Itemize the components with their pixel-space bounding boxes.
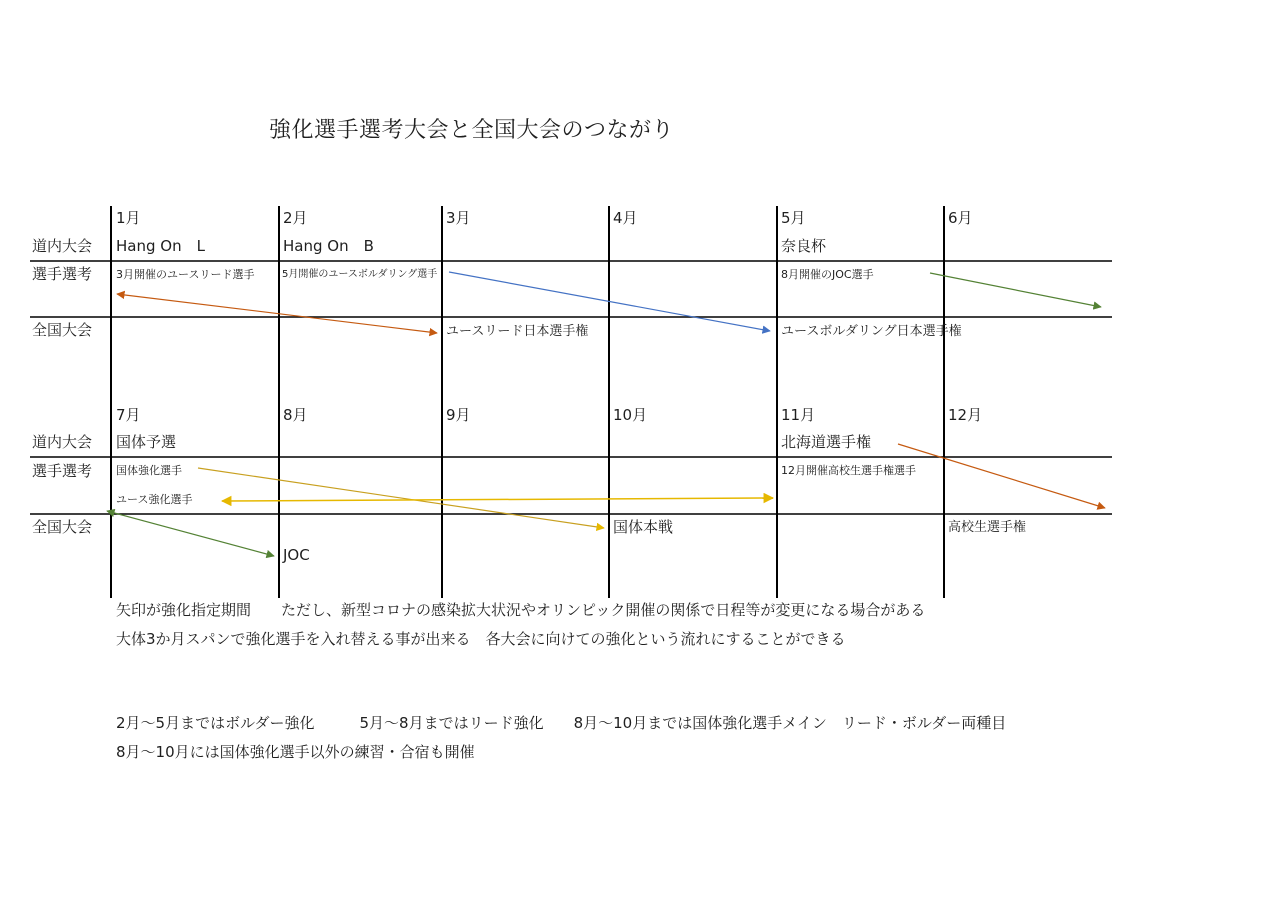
note-line: 8月～10月には国体強化選手以外の練習・合宿も開催 bbox=[116, 743, 475, 761]
selection-youth-lead: 3月開催のユースリード選手 bbox=[116, 268, 255, 281]
selection-joc: 8月開催のJOC選手 bbox=[781, 268, 874, 281]
event-hang-on-l: Hang On L bbox=[116, 237, 205, 255]
row-label-selection: 選手選考 bbox=[32, 265, 93, 283]
note-line: 矢印が強化指定期間 ただし、新型コロナの感染拡大状況やオリンピック開催の関係で日程等が変更になる場合がある bbox=[116, 601, 926, 619]
note-line: 大体3か月スパンで強化選手を入れ替える事が出来る 各大会に向けての強化という流れにすることができる bbox=[116, 630, 846, 648]
month-label: 2月 bbox=[283, 209, 308, 227]
arrow-joc-selection bbox=[930, 273, 1101, 307]
month-label: 10月 bbox=[613, 406, 648, 424]
selection-youth-boulder: 5月開催のユースボルダリング選手 bbox=[282, 269, 438, 280]
arrow-joc bbox=[107, 511, 274, 556]
row-label-local: 道内大会 bbox=[32, 433, 93, 451]
month-label: 1月 bbox=[116, 209, 141, 227]
arrow-high-school bbox=[898, 444, 1105, 508]
arrow-kokutai bbox=[198, 468, 604, 528]
row-label-national: 全国大会 bbox=[32, 518, 93, 536]
row-label-national: 全国大会 bbox=[32, 321, 93, 339]
note-line: 2月～5月まではボルダー強化 5月～8月まではリード強化 8月～10月までは国体強化選手メイン リード・ボルダー両種目 bbox=[116, 714, 1007, 732]
arrow-youth-strengthen bbox=[222, 498, 773, 501]
event-hang-on-b: Hang On B bbox=[283, 237, 374, 255]
national-youth-boulder: ユースボルダリング日本選手権 bbox=[781, 324, 962, 339]
page-title: 強化選手選考大会と全国大会のつながり bbox=[269, 118, 675, 143]
month-label: 12月 bbox=[948, 406, 983, 424]
month-label: 4月 bbox=[613, 209, 638, 227]
event-hokkaido-championship: 北海道選手権 bbox=[781, 433, 872, 451]
month-label: 9月 bbox=[446, 406, 471, 424]
month-label: 5月 bbox=[781, 209, 806, 227]
month-label: 6月 bbox=[948, 209, 973, 227]
arrow-youth-lead bbox=[117, 294, 437, 333]
month-label: 7月 bbox=[116, 406, 141, 424]
national-youth-lead: ユースリード日本選手権 bbox=[446, 324, 589, 339]
row-label-local: 道内大会 bbox=[32, 237, 93, 255]
month-label: 3月 bbox=[446, 209, 471, 227]
row-label-selection: 選手選考 bbox=[32, 462, 93, 480]
national-joc: JOC bbox=[283, 546, 310, 564]
event-nara-cup: 奈良杯 bbox=[781, 237, 827, 255]
event-kokutai-qualifier: 国体予選 bbox=[116, 433, 177, 451]
selection-kokutai: 国体強化選手 bbox=[116, 464, 182, 477]
selection-high-school: 12月開催高校生選手権選手 bbox=[781, 464, 916, 477]
selection-youth-strengthen: ユース強化選手 bbox=[116, 493, 193, 506]
national-kokutai: 国体本戦 bbox=[613, 518, 674, 536]
month-label: 11月 bbox=[781, 406, 816, 424]
national-high-school: 高校生選手権 bbox=[948, 520, 1027, 535]
month-label: 8月 bbox=[283, 406, 308, 424]
